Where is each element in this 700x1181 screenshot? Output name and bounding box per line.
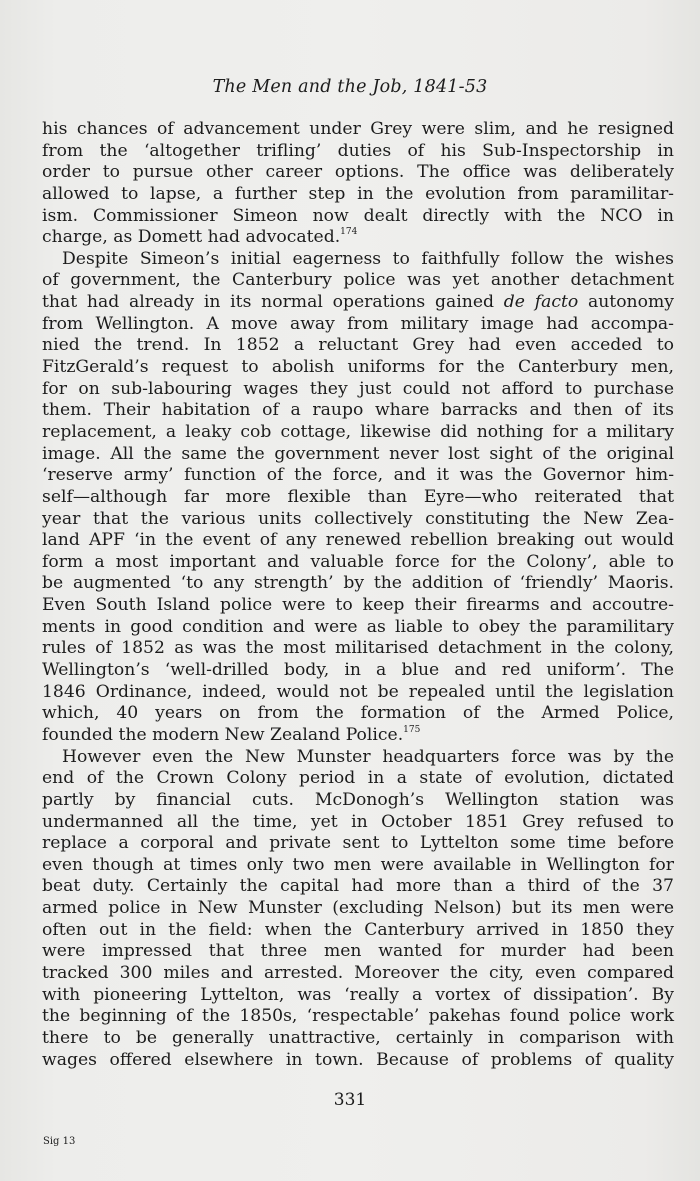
text-line: replacement, a leaky cob cottage, likewise did nothing for a military [42,421,674,442]
text-line: ‘reserve army’ function of the force, and it was the Governor him- [42,465,674,486]
text-line: founded the modern New Zealand Police.$^{175}$ [42,724,421,745]
text-line: partly by financial cuts. McDonogh’s Wellington station was [42,789,674,810]
text-line: rules of 1852 as was the most militarised detachment in the colony, [42,638,674,659]
text-line: for on sub-labouring wages they just could not afford to purchase [42,378,674,399]
footnote-marker: 174 [340,227,358,238]
text-line: undermanned all the time, yet in October 1851 Grey refused to [42,811,674,832]
text-line: ments in good condition and were as liable to obey the paramilitary [42,616,674,637]
running-head: The Men and the Job, 1841-53 [212,77,488,97]
text-line: year that the various units collectively constituting the New Zea- [42,508,674,529]
text-line: armed police in New Munster (excluding Nelson) but its men were [42,898,674,919]
text-line: even though at times only two men were available in Wellington for [42,854,674,875]
text-line: wages offered elsewhere in town. Because of problems of quality [42,1049,674,1070]
footnote-marker: 175 [403,724,421,735]
text-line: from Wellington. A move away from military image had accompa- [42,313,674,334]
body-text [42,119,674,1071]
paragraph [42,119,674,249]
text-line: Even South Island police were to keep their firearms and accoutre- [42,595,674,616]
page-number: 331 [333,1090,367,1110]
text-line: form a most important and valuable force for the Colony’, able to [42,551,674,572]
text-line: land APF ‘in the event of any renewed rebellion breaking out would [42,530,674,551]
text-line: image. All the same the government never lost sight of the original [42,443,674,464]
text-line: nied the trend. In 1852 a reluctant Grey had even acceded to [42,335,674,356]
text-line: there to be generally unattractive, certainly in comparison with [42,1027,674,1048]
text-line: FitzGerald’s request to abolish uniforms for the Canterbury men, [42,357,674,378]
text-line: self—although far more flexible than Eyre—who reiterated that [42,486,674,507]
text-line: of government, the Canterbury police was yet another detachment [42,270,674,291]
text-line: Wellington’s ‘well-drilled body, in a blue and red uniform’. The [42,660,674,681]
text-line: ism. Commissioner Simeon now dealt directly with the NCO in [42,205,674,226]
text-line: from the ‘altogether trifling’ duties of his Sub-Inspectorship in [42,140,674,161]
text-line: the beginning of the 1850s, ‘respectable’ pakehas found police work [42,1006,674,1027]
text-line: beat duty. Certainly the capital had more than a third of the 37 [42,876,674,897]
paragraph [42,747,674,1072]
text-line: end of the Crown Colony period in a state of evolution, dictated [42,768,674,789]
text-line: Despite Simeon’s initial eagerness to faithfully follow the wishes [62,248,674,269]
text-line: be augmented ‘to any strength’ by the addition of ‘friendly’ Maoris. [42,573,674,594]
text-line: allowed to lapse, a further step in the evolution from paramilitar- [42,183,674,204]
text-line: order to pursue other career options. The office was deliberately [42,162,674,183]
text-line: charge, as Domett had advocated.$^{174}$ [42,227,358,248]
text-line: However even the New Munster headquarters force was by the [62,746,674,767]
text-line: often out in the field: when the Canterbury arrived in 1850 they [42,919,674,940]
text-line: 1846 Ordinance, indeed, would not be repealed until the legislation [42,681,674,702]
text-line: were impressed that three men wanted for murder had been [42,941,674,962]
text-line: them. Their habitation of a raupo whare barracks and then of its [42,400,674,421]
text-line: with pioneering Lyttelton, was ‘really a vortex of dissipation’. By [42,984,674,1005]
text-line: tracked 300 miles and arrested. Moreover the city, even compared [42,962,674,983]
text-line: replace a corporal and private sent to Lyttelton some time before [42,833,674,854]
text-line: which, 40 years on from the formation of the Armed Police, [42,703,674,724]
text-line: that had already in its normal operations gained de facto autonomy [42,292,674,313]
paragraph [42,249,674,747]
signature-mark: Sig 13 [43,1136,76,1147]
text-line: his chances of advancement under Grey were slim, and he resigned [42,119,674,139]
